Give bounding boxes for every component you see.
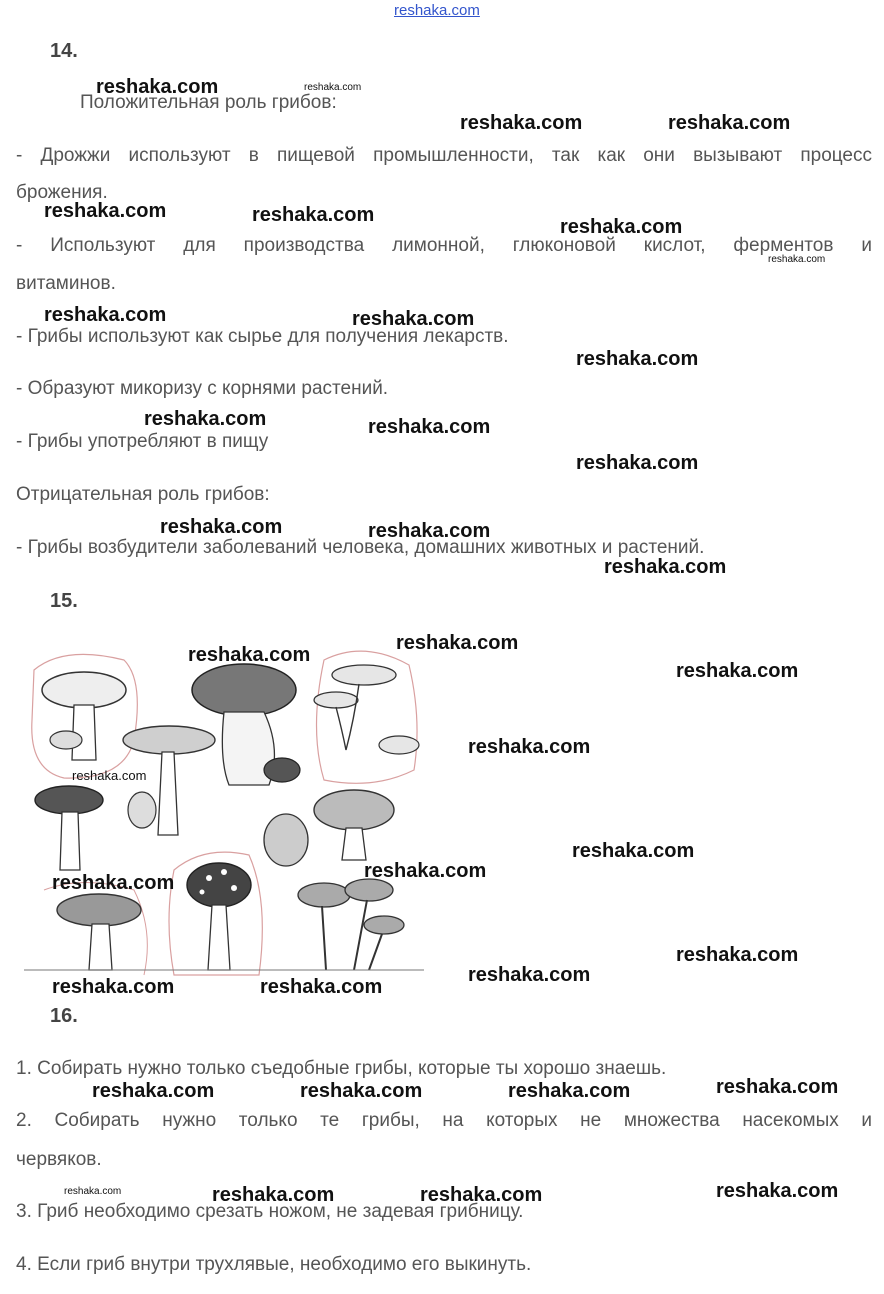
watermark: reshaka.com [560, 216, 683, 238]
watermark: reshaka.com [188, 644, 311, 666]
watermark: reshaka.com [668, 112, 791, 134]
watermark: reshaka.com [460, 112, 583, 134]
rule-4: 4. Если гриб внутри трухлявые, необходимо его выкинуть. [16, 1254, 532, 1275]
watermark: reshaka.com [508, 1080, 631, 1102]
positive-item-5: - Грибы употребляют в пищу [16, 431, 269, 452]
watermark: reshaka.com [52, 976, 175, 998]
watermark: reshaka.com [604, 556, 727, 578]
watermark: reshaka.com [144, 408, 267, 430]
positive-role-title: Положительная роль грибов: [80, 92, 337, 113]
watermark: reshaka.com [92, 1080, 215, 1102]
rule-2-cont: червяков. [16, 1149, 102, 1170]
watermark: reshaka.com [252, 204, 375, 226]
watermark: reshaka.com [212, 1184, 335, 1206]
rule-3: 3. Гриб необходимо срезать ножом, не задевая грибницу. [16, 1201, 524, 1222]
rule-2: 2. Собирать нужно только те грибы, на которых не множества насекомых и [16, 1110, 872, 1131]
positive-item-1: - Дрожжи используют в пищевой промышленности, так как они вызывают процесс [16, 145, 872, 166]
positive-item-1-cont: брожения. [16, 182, 108, 203]
negative-item-1: - Грибы возбудители заболеваний человека, домашних животных и растений. [16, 537, 705, 558]
negative-role-title: Отрицательная роль грибов: [16, 484, 270, 505]
positive-item-4: - Образуют микоризу с корнями растений. [16, 378, 389, 399]
watermark: reshaka.com [676, 944, 799, 966]
watermark: reshaka.com [260, 976, 383, 998]
watermark: reshaka.com [716, 1180, 839, 1202]
rule-1: 1. Собирать нужно только съедобные грибы, которые ты хорошо знаешь. [16, 1058, 667, 1079]
watermark: reshaka.com [44, 200, 167, 222]
watermark-small: reshaka.com [768, 254, 826, 265]
watermark: reshaka.com [96, 76, 219, 98]
watermark-small: reshaka.com [64, 1186, 122, 1197]
watermark: reshaka.com [572, 840, 695, 862]
watermark-small: reshaka.com [304, 82, 362, 93]
watermark: reshaka.com [576, 348, 699, 370]
site-link[interactable]: reshaka.com [394, 2, 480, 19]
watermark: reshaka.com [300, 1080, 423, 1102]
watermark: reshaka.com [716, 1076, 839, 1098]
watermark: reshaka.com [576, 452, 699, 474]
task-16-number: 16. [50, 1005, 78, 1027]
watermark: reshaka.com [52, 872, 175, 894]
positive-item-3: - Грибы используют как сырье для получения лекарств. [16, 326, 509, 347]
watermark: reshaka.com [160, 516, 283, 538]
task-14-number: 14. [50, 40, 78, 62]
watermark: reshaka.com [368, 520, 491, 542]
watermark: reshaka.com [468, 964, 591, 986]
watermark-small: reshaka.com [72, 768, 147, 783]
watermark: reshaka.com [352, 308, 475, 330]
mushrooms-illustration [24, 640, 424, 980]
watermark: reshaka.com [368, 416, 491, 438]
watermark: reshaka.com [676, 660, 799, 682]
positive-item-2-cont: витаминов. [16, 273, 116, 294]
watermark: reshaka.com [420, 1184, 543, 1206]
positive-item-2: - Используют для производства лимонной, глюконовой кислот, ферментов и [16, 235, 872, 256]
watermark: reshaka.com [44, 304, 167, 326]
task-15-number: 15. [50, 590, 78, 612]
watermark: reshaka.com [364, 860, 487, 882]
watermark: reshaka.com [468, 736, 591, 758]
watermark: reshaka.com [396, 632, 519, 654]
